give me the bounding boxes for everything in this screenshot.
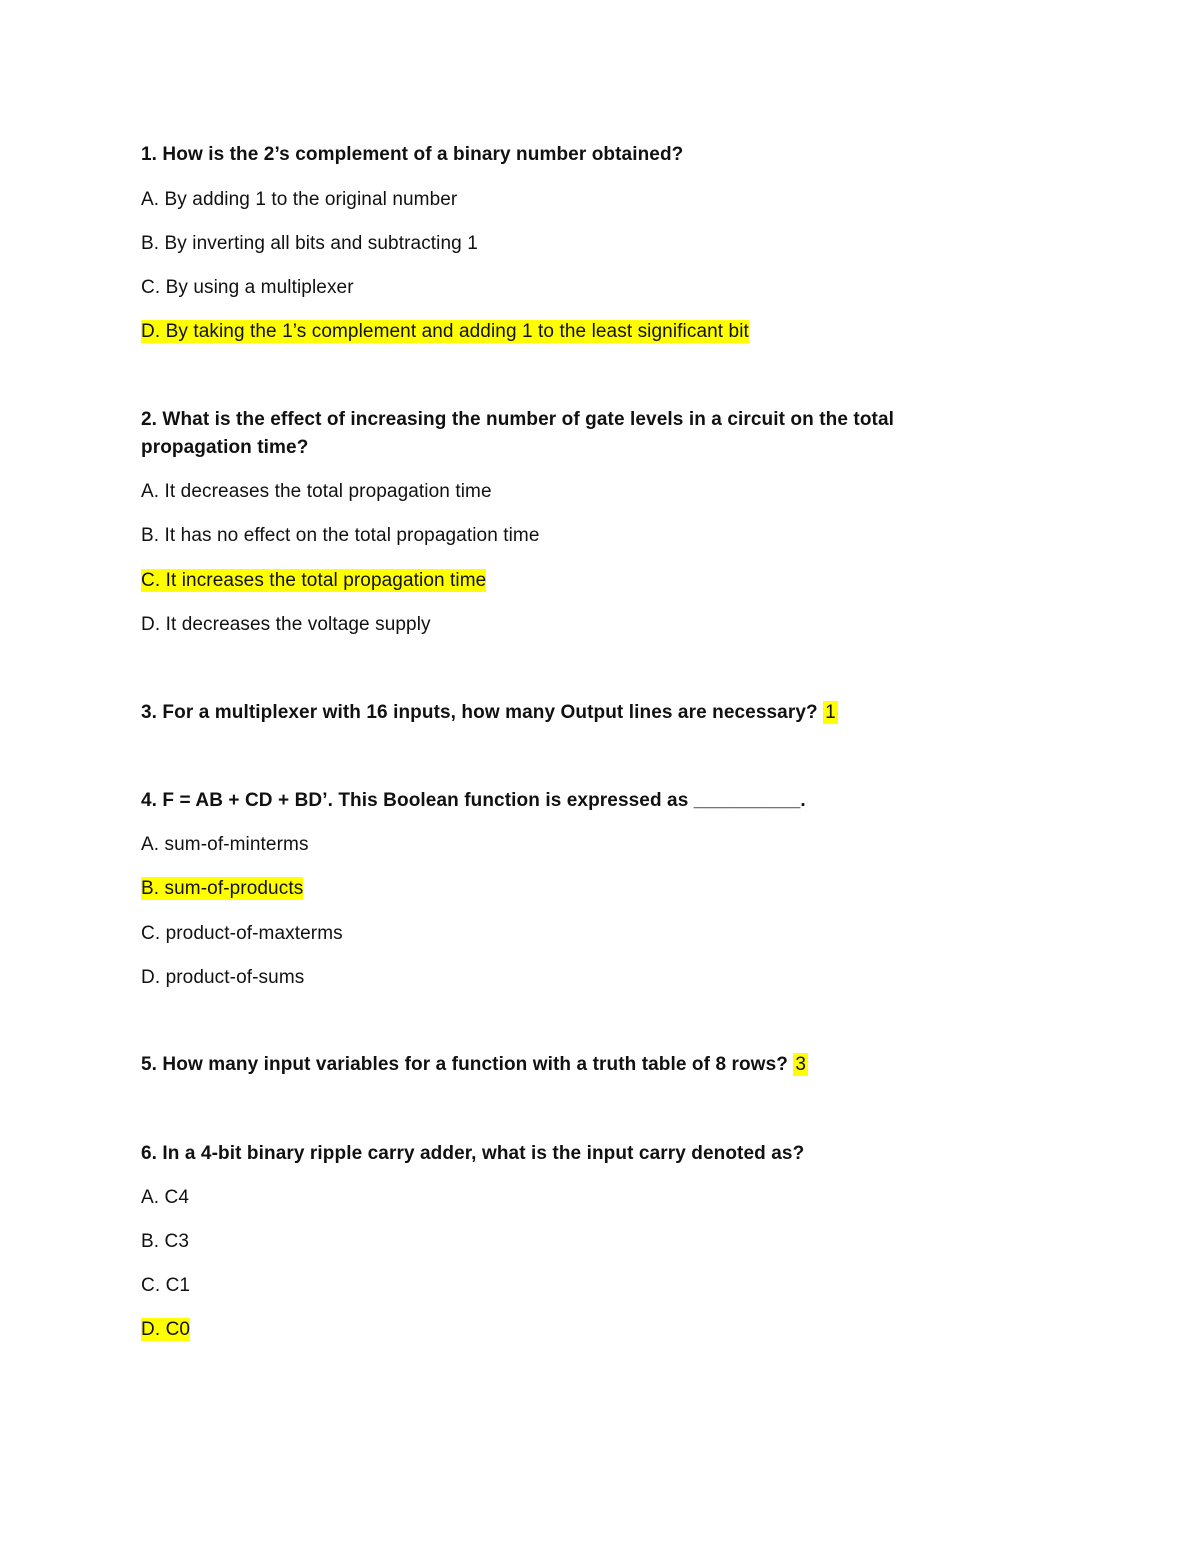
question-5-answer: 3 (795, 1054, 806, 1075)
question-2-line-1: 2. What is the effect of increasing the number of gate levels in a circuit on the total (141, 409, 895, 430)
question-2-option-b: B. It has no effect on the total propagation time (141, 525, 540, 546)
question-6: 6. In a 4-bit binary ripple carry adder, what is the input carry denoted as? (141, 1143, 805, 1164)
question-3-text: 3. For a multiplexer with 16 inputs, how many Output lines are necessary? (141, 702, 818, 723)
question-6-option-d (141, 1318, 190, 1342)
question-1: 1. How is the 2’s complement of a binary number obtained? (141, 144, 684, 165)
question-4-option-c: C. product-of-maxterms (141, 923, 343, 944)
question-1-option-c: C. By using a multiplexer (141, 277, 354, 298)
highlighted-answer: B. sum-of-products (141, 878, 304, 899)
question-4-option-b (141, 877, 303, 901)
highlighted-answer: D. By taking the 1’s complement and adding 1 to the least significant bit (141, 321, 749, 342)
question-3 (141, 701, 838, 725)
question-6-option-c: C. C1 (141, 1275, 191, 1296)
highlighted-answer: D. C0 (141, 1319, 191, 1340)
question-4: 4. F = AB + CD + BD’. This Boolean function is expressed as __________. (141, 790, 806, 811)
question-1-option-b: B. By inverting all bits and subtracting 1 (141, 233, 478, 254)
question-6-option-b: B. C3 (141, 1231, 190, 1252)
question-2-option-c (141, 569, 486, 593)
question-3-answer: 1 (825, 702, 836, 723)
question-6-option-a: A. C4 (141, 1187, 190, 1208)
question-2-option-d: D. It decreases the voltage supply (141, 614, 431, 635)
question-1-option-a: A. By adding 1 to the original number (141, 189, 458, 210)
highlighted-answer: C. It increases the total propagation time (141, 570, 487, 591)
question-2-option-a: A. It decreases the total propagation time (141, 481, 492, 502)
question-4-option-d: D. product-of-sums (141, 967, 305, 988)
question-2-line-2: propagation time? (141, 437, 309, 458)
question-5-text: 5. How many input variables for a function with a truth table of 8 rows? (141, 1054, 788, 1075)
question-5 (141, 1053, 808, 1077)
question-4-option-a: A. sum-of-minterms (141, 834, 309, 855)
question-1-option-d (141, 320, 749, 344)
